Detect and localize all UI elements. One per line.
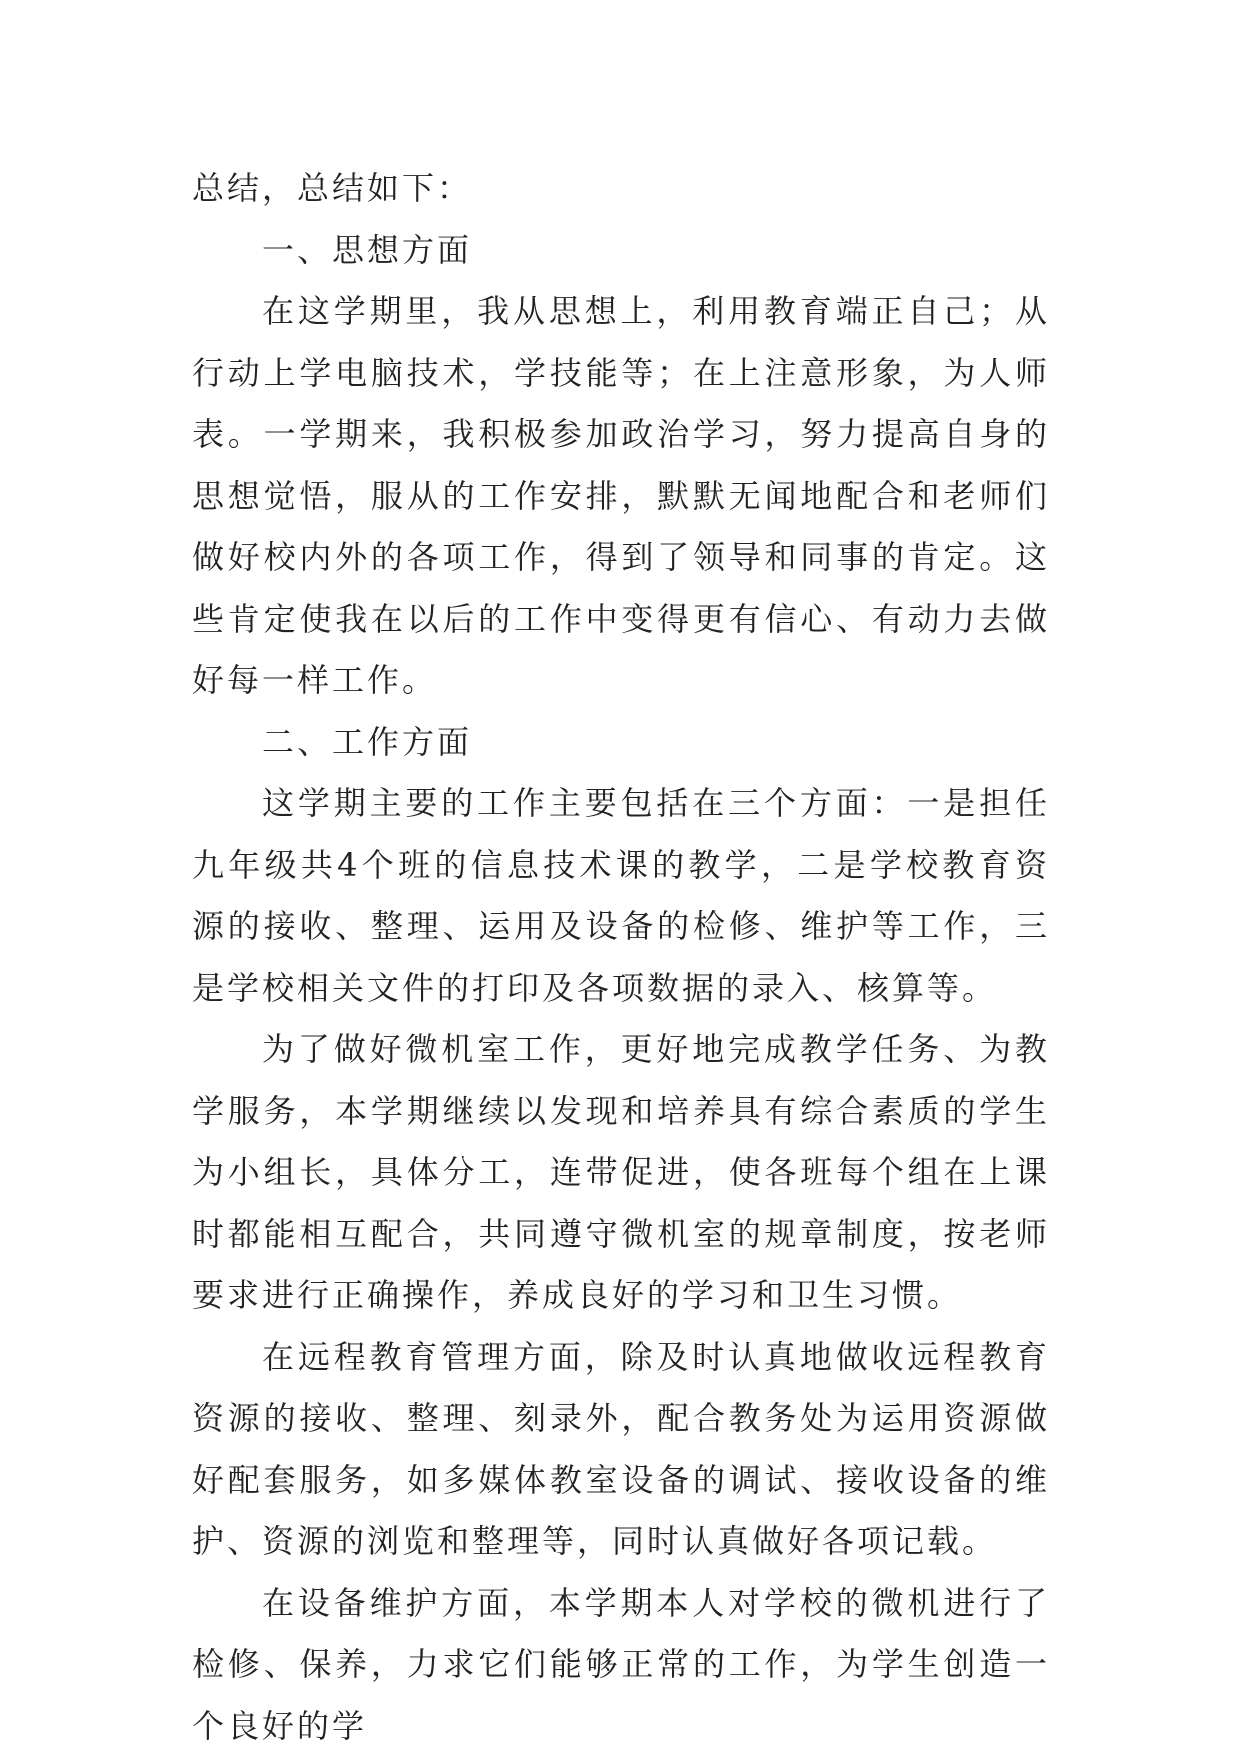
- paragraph-thought: 在这学期里，我从思想上，利用教育端正自己；从行动上学电脑技术，学技能等；在上注意形象，为人师表。一学期来，我积极参加政治学习，努力提高自身的思想觉悟，服从的工作安排，默默无闻地配合和老师们做好校内外的各项工作，得到了领导和同事的肯定。这些肯定使我在以后的工作中变得更有信心、有动力去做好每一样工作。: [192, 281, 1050, 712]
- paragraph-computer-room: 为了做好微机室工作，更好地完成教学任务、为教学服务，本学期继续以发现和培养具有综合素质的学生为小组长，具体分工，连带促进，使各班每个组在上课时都能相互配合，共同遵守微机室的规章制度，按老师要求进行正确操作，养成良好的学习和卫生习惯。: [192, 1019, 1050, 1327]
- document-body: [192, 158, 1050, 1757]
- paragraph-equipment-maintenance: 在设备维护方面，本学期本人对学校的微机进行了检修、保养，力求它们能够正常的工作，为学生创造一个良好的学: [192, 1573, 1050, 1757]
- paragraph-work-overview: 这学期主要的工作主要包括在三个方面：一是担任九年级共4个班的信息技术课的教学，二是学校教育资源的接收、整理、运用及设备的检修、维护等工作，三是学校相关文件的打印及各项数据的录入、核算等。: [192, 773, 1050, 1019]
- heading-work: 二、工作方面: [192, 712, 1050, 774]
- paragraph-remote-education: 在远程教育管理方面，除及时认真地做收远程教育资源的接收、整理、刻录外，配合教务处为运用资源做好配套服务，如多媒体教室设备的调试、接收设备的维护、资源的浏览和整理等，同时认真做好各项记载。: [192, 1327, 1050, 1573]
- paragraph-summary-intro: 总结，总结如下：: [192, 158, 1050, 220]
- heading-thought: 一、思想方面: [192, 220, 1050, 282]
